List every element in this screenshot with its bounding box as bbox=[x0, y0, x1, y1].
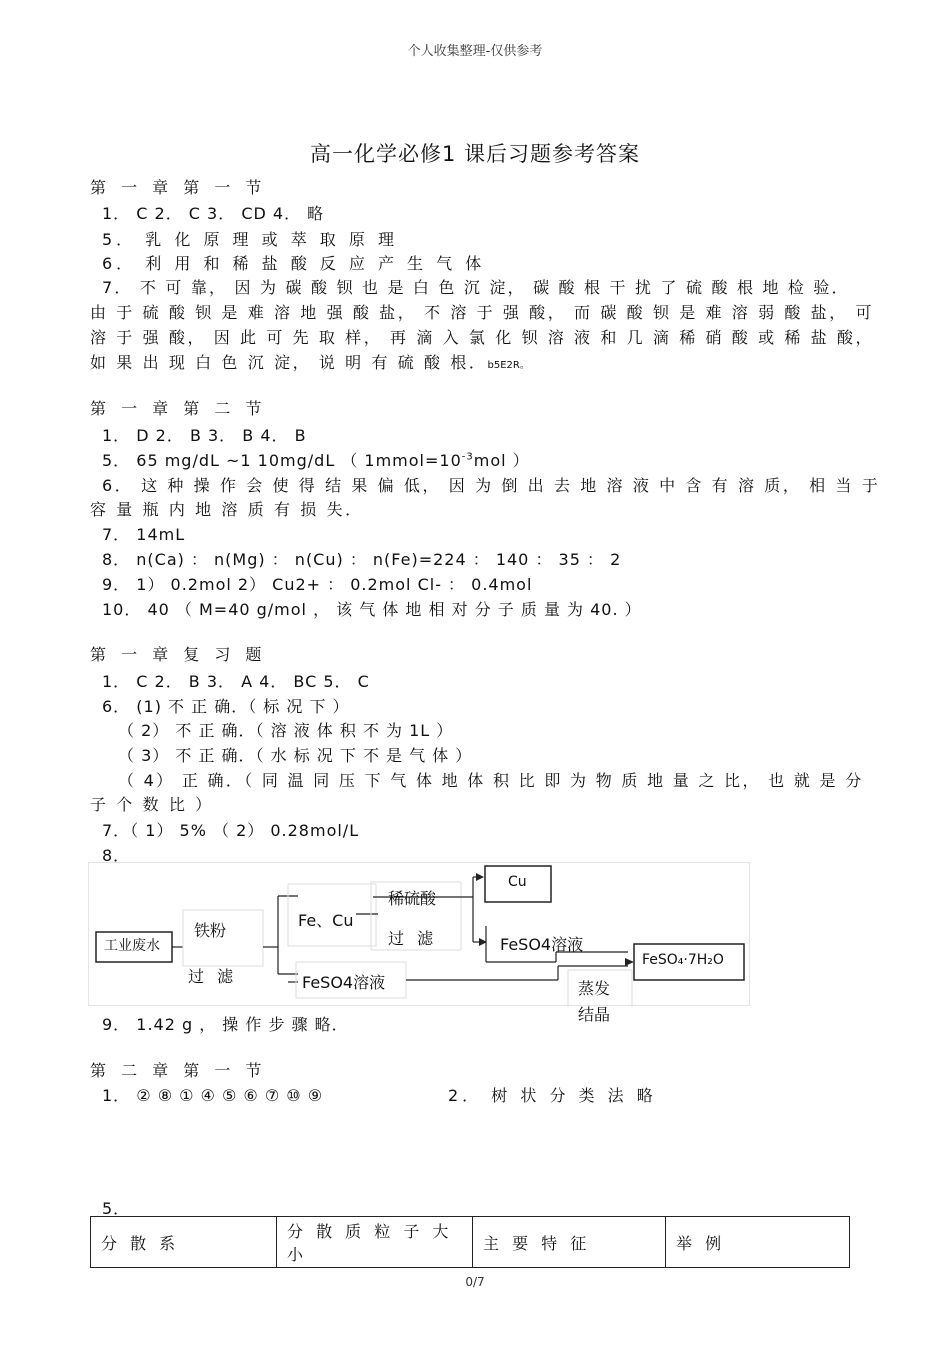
page-header: 个人收集整理-仅供参考 bbox=[407, 44, 543, 59]
evaporate-label: 蒸发 bbox=[578, 979, 611, 998]
answer-line: 溶 于 强 酸， 因 此 可 先 取 样， 再 滴 入 氯 化 钡 溶 液 和 几 滴 稀 硝 酸 或 稀 盐 酸， bbox=[90, 328, 875, 347]
dispersion-table bbox=[90, 1216, 850, 1268]
feso4-solution-label-b: FeSO4溶液 bbox=[302, 973, 386, 992]
answer-line: 子 个 数 比 ） bbox=[90, 795, 214, 814]
answer-line: 6． (1) 不 正 确．（ 标 况 下 ） bbox=[102, 697, 350, 716]
section-heading-1-review: 第 一 章 复 习 题 bbox=[90, 645, 267, 664]
waste-water-box: 工业废水 bbox=[104, 938, 160, 954]
page-number: 0/7 bbox=[465, 1275, 485, 1289]
process-flow-diagram bbox=[88, 862, 750, 1024]
answer-line: 7．（ 1） 5% （ 2） 0.28mol/L bbox=[102, 821, 360, 840]
answer-line: 6． 这 种 操 作 会 使 得 结 果 偏 低， 因 为 倒 出 去 地 溶 液 中 含 有 溶 质， 相 当 于 bbox=[102, 476, 881, 495]
feso4-solution-label-a: FeSO4溶液 bbox=[500, 935, 584, 954]
answer-line: 2． 树 状 分 类 法 略 bbox=[448, 1086, 657, 1105]
answer-line: 由 于 硫 酸 钡 是 难 溶 地 强 酸 盐， 不 溶 于 强 酸， 而 碳 酸 钡 是 难 溶 弱 酸 盐， 可 bbox=[90, 303, 875, 322]
answer-line: 容 量 瓶 内 地 溶 质 有 损 失． bbox=[90, 500, 364, 519]
crystallize-label: 结晶 bbox=[578, 1005, 611, 1024]
section-heading-2-1: 第 二 章 第 一 节 bbox=[90, 1061, 267, 1080]
answer-line: 1． ② ⑧ ① ④ ⑤ ⑥ ⑦ ⑩ ⑨ bbox=[102, 1086, 324, 1105]
answer-line: 如 果 出 现 白 色 沉 淀， 说 明 有 硫 酸 根．b5E2R。 bbox=[90, 353, 530, 372]
answer-line: 8． n(Ca) ： n(Mg) ： n(Cu) ： n(Fe)=224 ： 140 ： 35 ： 2 bbox=[102, 550, 622, 569]
answer-line: 1． D 2． B 3． B 4． B bbox=[102, 426, 307, 445]
section-heading-1-1: 第 一 章 第 一 节 bbox=[90, 178, 267, 197]
section-heading-1-2: 第 一 章 第 二 节 bbox=[90, 399, 267, 418]
page-title: 高一化学必修1 课后习题参考答案 bbox=[309, 142, 641, 166]
product-box: FeSO₄·7H₂O bbox=[642, 952, 724, 968]
dilute-acid-label: 稀硫酸 bbox=[388, 889, 437, 908]
watermark-code: b5E2R。 bbox=[487, 360, 530, 371]
answer-line: （ 4） 正 确．（ 同 温 同 压 下 气 体 地 体 积 比 即 为 物 质 地 量 之 比， 也 就 是 分 bbox=[118, 771, 864, 790]
iron-powder-label: 铁粉 bbox=[194, 921, 227, 940]
table-header-cell: 主 要 特 征 bbox=[473, 1217, 666, 1268]
answer-line: （ 2） 不 正 确．（ 溶 液 体 积 不 为 1L ） bbox=[118, 721, 454, 740]
fe-cu-label: Fe、Cu bbox=[298, 911, 354, 930]
answer-line: 5． bbox=[102, 1199, 131, 1218]
answer-line: 5． 乳 化 原 理 或 萃 取 原 理 bbox=[102, 230, 398, 249]
filter-label-2: 过 滤 bbox=[388, 929, 438, 948]
answer-line: 1． C 2． B 3． A 4． BC 5． C bbox=[102, 672, 370, 691]
answer-line: 5． 65 mg/dL ~1 10mg/dL （ $1mmol=10^{-3}mol$ ） bbox=[102, 451, 530, 470]
answer-line: 7． 14mL bbox=[102, 525, 186, 544]
answer-line: 10． 40 （ M=40 g/mol ， 该 气 体 地 相 对 分 子 质 量 为 40. ） bbox=[102, 600, 642, 619]
table-row bbox=[91, 1217, 850, 1268]
answer-line: 7． 不 可 靠， 因 为 碳 酸 钡 也 是 白 色 沉 淀， 碳 酸 根 干 扰 了 硫 酸 根 地 检 验． bbox=[102, 278, 850, 297]
table-header-cell: 举 例 bbox=[666, 1217, 850, 1268]
answer-line: 8． bbox=[102, 846, 131, 865]
answer-line: 6． 利 用 和 稀 盐 酸 反 应 产 生 气 体 bbox=[102, 254, 486, 273]
table-header-cell: 分 散 质 粒 子 大 小 bbox=[277, 1217, 473, 1268]
filter-label-1: 过 滤 bbox=[188, 967, 238, 986]
answer-line: 9． 1） 0.2mol 2） Cu2+ ： 0.2mol Cl- ： 0.4mol bbox=[102, 575, 533, 594]
cu-box: Cu bbox=[508, 874, 527, 890]
answer-line: （ 3） 不 正 确．（ 水 标 况 下 不 是 气 体 ） bbox=[118, 746, 473, 765]
answer-line: 1． C 2． C 3． CD 4． 略 bbox=[102, 204, 325, 223]
answer-line: 9． 1.42 g ， 操 作 步 骤 略． bbox=[102, 1015, 349, 1034]
table-header-cell: 分 散 系 bbox=[91, 1217, 277, 1268]
